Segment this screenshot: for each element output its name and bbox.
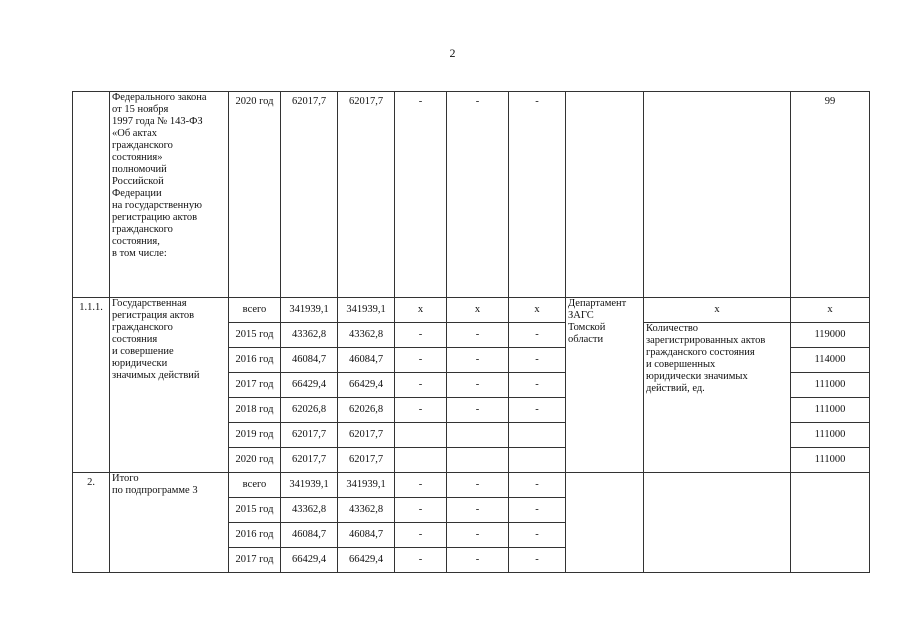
row-name-cell: Федерального закона от 15 ноября 1997 года № 143-ФЗ «Об актах гражданского состояния» полномочий Российской Федерации на государственную регистрацию актов гражданского состояния, в том числе: (110, 92, 229, 298)
total-cell: 66429,4 (281, 373, 338, 398)
row-number-cell (73, 92, 110, 298)
table-row-intro (73, 92, 870, 298)
total-cell: 62017,7 (291, 96, 327, 107)
local-cell: - (475, 96, 480, 107)
total-cell: 341939,1 (281, 298, 338, 323)
indicator-header-cell: x (644, 298, 791, 323)
other-cell (509, 423, 566, 448)
year-cell: 2016 год (229, 523, 281, 548)
regional-cell: - (395, 348, 447, 373)
year-cell: 2020 год (229, 448, 281, 473)
total-cell: 62017,7 (281, 423, 338, 448)
row-name-cell: Государственная регистрация актов гражданского состояния и совершение юридически значимых действий (110, 298, 229, 473)
federal-cell: 341939,1 (338, 298, 395, 323)
total-cell: 46084,7 (281, 523, 338, 548)
local-cell: x (447, 298, 509, 323)
row-number-cell: 1.1.1. (79, 302, 103, 313)
total-cell: 341939,1 (281, 473, 338, 498)
federal-cell: 46084,7 (338, 348, 395, 373)
local-cell (447, 448, 509, 473)
year-cell: 2015 год (229, 323, 281, 348)
other-cell: - (509, 323, 566, 348)
table-row-111-total (73, 298, 870, 323)
total-cell: 62017,7 (281, 448, 338, 473)
local-cell: - (447, 348, 509, 373)
year-cell: всего (229, 298, 281, 323)
regional-cell: - (395, 473, 447, 498)
regional-cell: - (418, 96, 423, 107)
total-cell: 62026,8 (281, 398, 338, 423)
federal-cell: 43362,8 (338, 498, 395, 523)
executor-cell (566, 473, 644, 573)
federal-cell: 62017,7 (338, 423, 395, 448)
federal-cell: 341939,1 (338, 473, 395, 498)
local-cell: - (447, 373, 509, 398)
total-cell: 43362,8 (281, 498, 338, 523)
regional-cell: - (395, 373, 447, 398)
regional-cell: - (395, 523, 447, 548)
federal-cell: 62017,7 (348, 96, 384, 107)
other-cell (509, 448, 566, 473)
indicator-cell: Количество зарегистрированных актов гражданского состояния и совершенных юридически значимых действий, ед. (644, 323, 791, 473)
other-cell: - (509, 373, 566, 398)
year-cell: 2017 год (229, 373, 281, 398)
regional-cell: - (395, 398, 447, 423)
other-cell: - (535, 96, 539, 107)
year-cell: 2016 год (229, 348, 281, 373)
federal-cell: 66429,4 (338, 548, 395, 573)
regional-cell: x (395, 298, 447, 323)
other-cell: - (509, 348, 566, 373)
executor-cell: Департамент ЗАГС Томской области (566, 298, 644, 473)
total-cell: 46084,7 (281, 348, 338, 373)
year-cell: 2015 год (229, 498, 281, 523)
indicator-cell (644, 92, 791, 298)
value-cell: 111000 (791, 448, 870, 473)
local-cell (447, 423, 509, 448)
year-cell: 2018 год (229, 398, 281, 423)
regional-cell: - (395, 498, 447, 523)
table-row-2-total (73, 473, 870, 498)
value-cell: 111000 (791, 398, 870, 423)
value-cell: x (791, 298, 870, 323)
total-cell: 43362,8 (281, 323, 338, 348)
other-cell: - (509, 548, 566, 573)
local-cell: - (447, 323, 509, 348)
page-number: 2 (449, 46, 456, 60)
regional-cell (395, 448, 447, 473)
year-cell: 2019 год (229, 423, 281, 448)
local-cell: - (447, 498, 509, 523)
federal-cell: 62026,8 (338, 398, 395, 423)
row-name-cell: Итого по подпрограмме 3 (110, 473, 229, 573)
total-cell: 66429,4 (281, 548, 338, 573)
executor-cell (566, 92, 644, 298)
other-cell: x (509, 298, 566, 323)
other-cell: - (509, 498, 566, 523)
local-cell: - (447, 398, 509, 423)
other-cell: - (509, 523, 566, 548)
program-table (72, 91, 870, 573)
value-cell: 114000 (791, 348, 870, 373)
value-cell: 99 (824, 96, 836, 107)
value-cell: 111000 (791, 373, 870, 398)
federal-cell: 43362,8 (338, 323, 395, 348)
value-cell (791, 473, 870, 573)
local-cell: - (447, 548, 509, 573)
other-cell: - (509, 398, 566, 423)
regional-cell: - (395, 548, 447, 573)
regional-cell (395, 423, 447, 448)
year-cell: всего (229, 473, 281, 498)
local-cell: - (447, 473, 509, 498)
year-cell: 2017 год (229, 548, 281, 573)
value-cell: 119000 (791, 323, 870, 348)
federal-cell: 62017,7 (338, 448, 395, 473)
indicator-cell (644, 473, 791, 573)
local-cell: - (447, 523, 509, 548)
regional-cell: - (395, 323, 447, 348)
year-cell: 2020 год (235, 96, 274, 107)
federal-cell: 46084,7 (338, 523, 395, 548)
value-cell: 111000 (791, 423, 870, 448)
federal-cell: 66429,4 (338, 373, 395, 398)
row-number-cell: 2. (87, 477, 95, 488)
other-cell: - (509, 473, 566, 498)
